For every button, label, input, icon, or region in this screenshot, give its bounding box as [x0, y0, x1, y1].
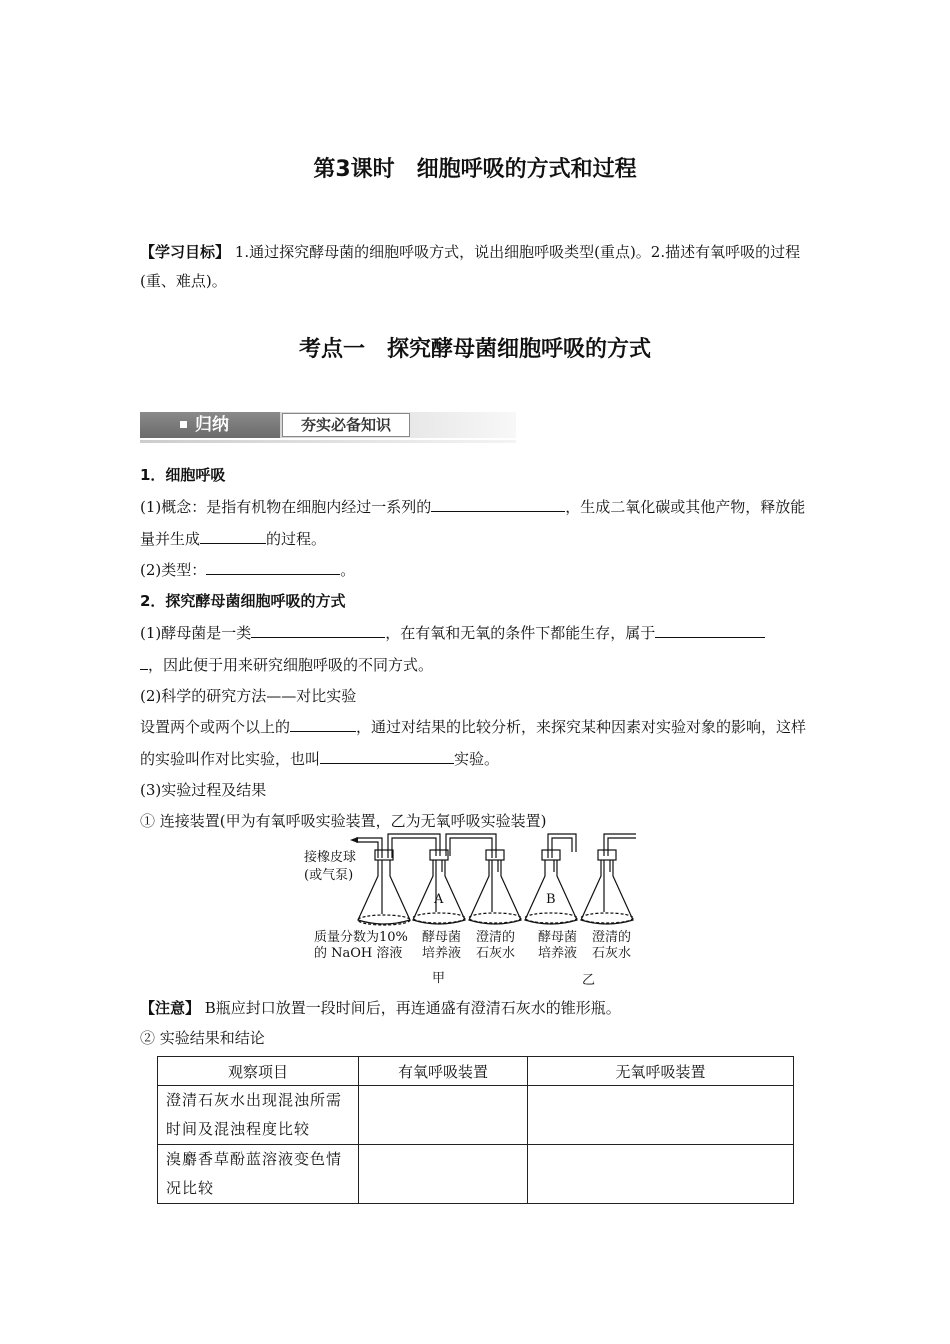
table-cell[interactable] [359, 1145, 528, 1204]
caption-lime-2-2: 石灰水 [592, 946, 632, 961]
arrow-icon [350, 837, 358, 843]
table-cell[interactable] [359, 1086, 528, 1145]
text-span: 。 [340, 561, 356, 580]
text-span: ，因此便于用来研究细胞呼吸的不同方式。 [148, 655, 434, 674]
table-cell: 溴麝香草酚蓝溶液变色情况比较 [158, 1145, 359, 1204]
pump-label-2: (或气泵) [304, 868, 354, 883]
section-title: 考点一 探究酵母菌细胞呼吸的方式 [298, 337, 651, 362]
text-span: 实验。 [454, 750, 500, 769]
text-span: ，生成二氧化碳或其他产物，释放能量并生成 [140, 497, 806, 548]
note-text: B瓶应封口放置一段时间后，再连通盛有澄清石灰水的锥形瓶。 [200, 999, 621, 1017]
fill-blank[interactable] [290, 711, 356, 732]
fill-blank[interactable] [655, 617, 765, 638]
table-header-row [158, 1057, 794, 1086]
note [140, 994, 820, 1022]
content-body [140, 460, 820, 837]
text-span: ，在有氧和无氧的条件下都能生存，属于 [385, 623, 656, 642]
paragraph-yeast [140, 617, 820, 681]
paragraph-contrast [140, 711, 820, 775]
label-yi: 乙 [582, 973, 596, 988]
paragraph-step1: ① 连接装置(甲为有氧呼吸实验装置，乙为无氧呼吸实验装置) [140, 811, 547, 830]
table-row [158, 1086, 794, 1145]
learning-goals [140, 238, 820, 296]
fill-blank[interactable] [431, 491, 565, 512]
caption-naoh-2: 的 NaOH 溶液 [314, 946, 403, 961]
table-cell[interactable] [528, 1086, 794, 1145]
text-span: 设置两个或两个以上的 [140, 718, 291, 737]
caption-yeast-b-2: 培养液 [538, 946, 578, 961]
text-span: ，通过对结果的比较分析，来探究某种因素对实验对象的影响，这样的实验叫作对比实验，也叫 [140, 718, 807, 769]
table-header: 观察项目 [158, 1057, 359, 1086]
table-row [158, 1145, 794, 1204]
heading-2: 2．探究酵母菌细胞呼吸的方式 [140, 592, 346, 611]
square-icon [180, 421, 187, 428]
note-tag: 【注意】 [140, 999, 201, 1017]
fill-blank[interactable] [251, 617, 385, 638]
table-header: 无氧呼吸装置 [528, 1057, 794, 1086]
paragraph-process: (3)实验过程及结果 [140, 780, 267, 799]
apparatus-figure [298, 828, 658, 988]
fill-blank[interactable] [140, 649, 148, 670]
text-span: 的过程。 [266, 529, 327, 548]
label-jia: 甲 [432, 971, 446, 986]
table-cell: 澄清石灰水出现混浊所需时间及混浊程度比较 [158, 1086, 359, 1145]
section-banner [140, 410, 516, 444]
goals-text: 1.通过探究酵母菌的细胞呼吸方式，说出细胞呼吸类型(重点)。2.描述有氧呼吸的过程(重、难点)。 [140, 243, 801, 290]
result-title: ② 实验结果和结论 [140, 1029, 265, 1047]
flask-a-label: A [434, 892, 444, 907]
caption-lime-2-1: 澄清的 [592, 930, 632, 945]
caption-naoh-1: 质量分数为10% [314, 930, 408, 945]
caption-lime-1-1: 澄清的 [476, 930, 516, 945]
fill-blank[interactable] [200, 523, 266, 544]
heading-1: 1．细胞呼吸 [140, 466, 226, 484]
banner-box-label: 夯实必备知识 [282, 413, 410, 437]
paragraph-type [140, 554, 820, 586]
goals-tag: 【学习目标】 [140, 243, 231, 261]
banner-dark-label: 归纳 [195, 415, 229, 435]
caption-yeast-a-2: 培养液 [422, 946, 462, 961]
lesson-title: 第3课时 细胞呼吸的方式和过程 [313, 157, 637, 182]
text-span: (1)酵母菌是一类 [140, 623, 252, 642]
pump-label-1: 接橡皮球 [304, 850, 357, 865]
results-table [157, 1056, 794, 1204]
banner-dark-tab [140, 412, 280, 438]
caption-yeast-a-1: 酵母菌 [422, 930, 462, 945]
text-span: (1)概念：是指有机物在细胞内经过一系列的 [140, 497, 432, 516]
fill-blank[interactable] [206, 554, 340, 575]
flask-b-label: B [546, 892, 556, 907]
table-cell[interactable] [528, 1145, 794, 1204]
apparatus-diagram [298, 828, 658, 988]
fill-blank[interactable] [320, 743, 454, 764]
paragraph-method: (2)科学的研究方法——对比实验 [140, 686, 357, 705]
banner-underline [140, 440, 516, 443]
caption-yeast-b-1: 酵母菌 [538, 930, 578, 945]
table-header: 有氧呼吸装置 [359, 1057, 528, 1086]
paragraph-concept [140, 491, 820, 555]
text-span: (2)类型： [140, 561, 207, 580]
caption-lime-1-2: 石灰水 [476, 946, 516, 961]
